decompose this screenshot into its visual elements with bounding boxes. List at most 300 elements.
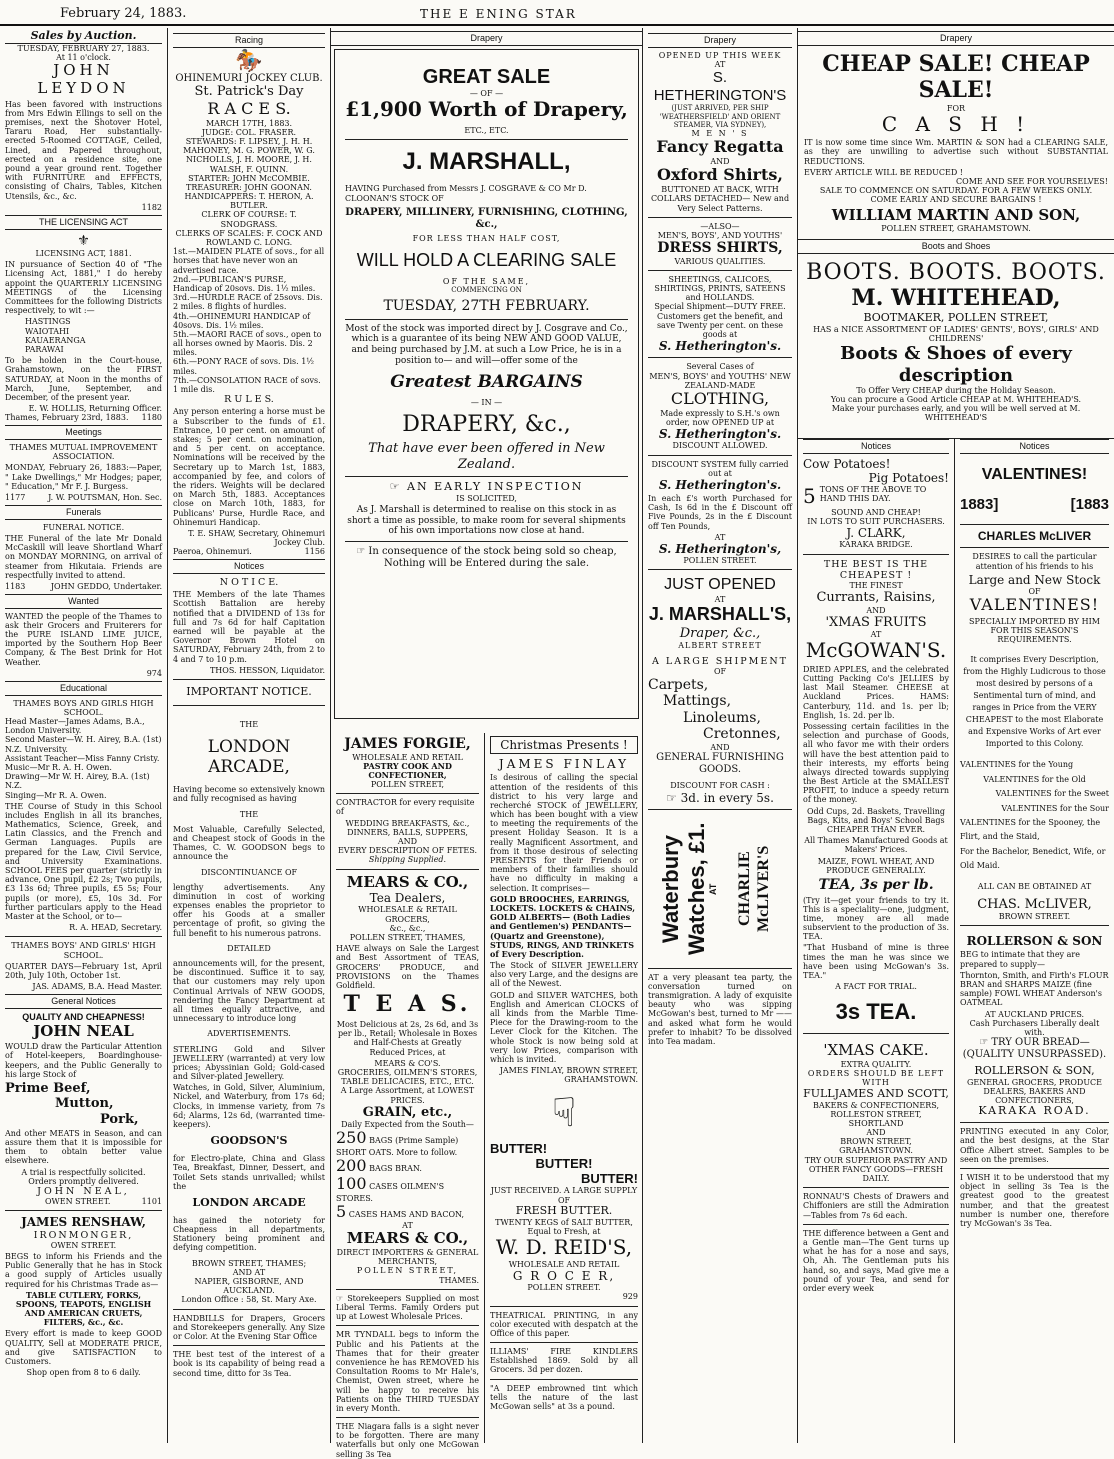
rollerson-name: ROLLERSON & SON — [966, 934, 1103, 949]
dress-shirts: DRESS SHIRTS, — [657, 240, 783, 257]
never-offered: That have ever been offered in New Zealand. — [368, 441, 605, 472]
of-label: OF — [1028, 586, 1041, 596]
finlay-name: JAMES FINLAY — [498, 757, 630, 772]
notices-right-heading: Notices — [960, 439, 1109, 454]
pointing-hand-icon: ☞ — [336, 1293, 348, 1303]
special-shipment: Special Shipment—DUTY FREE. — [654, 302, 786, 312]
quality-title: QUALITY AND CHEAPNESS! — [22, 1011, 145, 1022]
officials-list — [173, 128, 325, 247]
fact-for-trial: A FACT FOR TRIAL. — [835, 982, 917, 992]
offer-cheap: To Offer Very CHEAP during the Holiday Season. — [856, 385, 1056, 395]
reid-trade: WHOLESALE AND RETAIL — [508, 1259, 620, 1269]
renshaw-name: JAMES RENSHAW, — [21, 1215, 146, 1230]
niagara: THE Niagara falls is a sight never to be forgotten. There are many waterfalls but only one McGowan selling 3s Tea — [336, 1422, 479, 1459]
whitehead-ad — [798, 257, 1114, 425]
london-office: London Office : 58, St. Mary Axe. — [181, 1295, 317, 1305]
mears-street: POLLEN STREET, THAMES, — [349, 932, 466, 942]
auckland-prices: AT AUCKLAND PRICES. — [984, 1009, 1085, 1019]
gent-difference: THE difference between a Gent and a Gentle man—The Gent turns up what he has for a nose and says, Oh, Ah. The Gentleman puts his hand, so, and says, Mad give me a pound of your Tea, and send for order every week — [803, 1228, 949, 1293]
also-label: —ALSO— — [700, 221, 740, 231]
consequence-line — [345, 546, 628, 570]
great-sale-title: GREAT SALE — [422, 65, 551, 88]
of-label: — OF — — [469, 89, 504, 99]
grain-desc: CASES HAMS AND BACON, — [348, 1209, 465, 1219]
marshall-name: J. MARSHALL, — [402, 148, 571, 176]
and-label: AND — [397, 837, 418, 847]
threepence-line — [648, 791, 792, 805]
column-1 — [0, 28, 168, 1443]
general-notices-heading: General Notices — [5, 994, 162, 1009]
arcade-body: Having become so extensively known and fully recognised as having — [173, 785, 325, 804]
inspection-text: AN EARLY INSPECTION — [407, 480, 584, 494]
large-new-stock: Large and New Stock — [968, 572, 1101, 587]
albert-street: ALBERT STREET — [678, 640, 762, 650]
london-arcade-title: LONDON ARCADE, — [207, 737, 291, 778]
martin-cheap-sale-ad — [798, 49, 1114, 237]
desires: DESIRES to call the particular attention of his friends to his — [972, 552, 1097, 571]
cheap-sale-title: CHEAP SALE! CHEAP SALE! — [822, 50, 1090, 103]
chas-mcliver: CHAS. McLIVER, — [977, 896, 1092, 912]
event-item: 4th.—OHINEMURI HANDICAP of 40sovs. Dis. 1½ miles. — [173, 311, 311, 330]
finlay-silver: The Stock of SILVER JEWELLERY also very Large, and the designs are all of the Newest. — [490, 961, 638, 989]
same-label: OF THE SAME, — [442, 276, 531, 286]
divider — [648, 455, 792, 456]
forgie-name: JAMES FORGIE, — [344, 736, 471, 752]
mcliver-vertical: CHARLIE McLIVER'S — [736, 845, 772, 932]
notice-sign: THOS. HESSON, Liquidator. — [209, 665, 325, 675]
divider — [173, 705, 325, 706]
grain-qty: 100 — [336, 1174, 367, 1194]
divider — [960, 925, 1109, 926]
waterbury-ad — [648, 814, 792, 964]
school-sign: R. A. HEAD, Secretary. — [69, 923, 162, 933]
odd-cups: Odd Cups, 2d. Baskets, Travelling Bags, Kits, and Boys' School Bags CHEAPER THAN EVER. — [806, 806, 946, 835]
rules-sign: T. E. SHAW, Secretary, Ohinemuri Jockey Club. — [188, 528, 325, 548]
try-bread: TRY OUR BREAD— (QUALITY UNSURPASSED). — [962, 1037, 1107, 1060]
storekeepers — [336, 1294, 479, 1322]
mutual-sign: J. W. POUTSMAN, Hon. Sec. — [48, 493, 162, 503]
district-list — [5, 317, 162, 354]
less-than-half: FOR LESS THAN HALF COST, — [412, 234, 561, 244]
event-item: 7th.—CONSOLATION RACE of sovs. 1 mile dis. — [173, 375, 321, 395]
forgie-trade: WHOLESALE AND RETAIL — [352, 752, 463, 762]
procure: You can procure a Good Article CHEAP at M. WHITEHEAD'S. — [830, 395, 1082, 404]
karaka-road: KARAKA ROAD. — [978, 1104, 1091, 1118]
watches-body: Watches, in Gold, Silver, Aluminium, Nickel, and Waterbury, from 17s 6d; Clocks, in immense variety, from 7s 6d; Alarms, 12s 6d, (warranted time-keepers). — [173, 1083, 325, 1129]
general-grocers: GENERAL GROCERS, PRODUCE DEALERS, BAKERS AND CONFECTIONERS, — [966, 1077, 1103, 1106]
come-and-see: COME AND SEE FOR YOURSELVES! — [956, 177, 1108, 187]
finest-label: THE FINEST — [849, 581, 903, 591]
meat-item: Mutton, — [55, 1096, 114, 1112]
mutual-sign-line — [5, 493, 162, 502]
divider — [803, 554, 949, 555]
brown-street: BROWN STREET, GRAHAMSTOWN. — [839, 1137, 913, 1156]
twenty-kegs: TWENTY KEGS of SALT BUTTER, Equal to Fresh, at — [495, 1217, 633, 1237]
best-cheapest: THE BEST IS THE CHEAPEST ! — [823, 558, 929, 581]
finlay-reid-column — [485, 733, 643, 1443]
divider — [345, 319, 628, 320]
staff-item: Music—Mr R. A. H. Owen. — [5, 762, 112, 772]
bakers: BAKERS & CONFECTIONERS, — [812, 1100, 940, 1110]
tuesday-date: TUESDAY, 27TH FEBRUARY. — [383, 298, 590, 315]
xmas-fruits: 'XMAS FRUITS — [825, 614, 927, 630]
opened-up: OPENED UP THIS WEEK — [658, 50, 782, 60]
the-label-2: THE — [239, 809, 259, 819]
finlay-watches: GOLD and SILVER WATCHES, both English and American CLOCKS of all kinds from the Marble Time-Piece for the Drawing-room to the Lever Clock for the Kitchen. The whole Stock is now being sold at very low Prices, comparison with which is invited. — [490, 990, 638, 1064]
purchased-body: HAVING Purchased from Messrs J. COSGRAVE & CO Mr D. CLOONAN'S STOCK OF — [345, 184, 587, 203]
event-item: 1st.—MAIDEN PLATE of sovs., for all horses that have never won an advertised race. — [173, 247, 325, 275]
cash-purchasers: Cash Purchasers Liberally dealt with. — [969, 1018, 1100, 1037]
divider — [336, 869, 479, 870]
column-2 — [168, 28, 331, 1443]
fulljames-name: FULLJAMES AND SCOTT, — [803, 1086, 949, 1100]
mattings: Mattings, — [663, 693, 732, 710]
masthead — [0, 0, 1114, 26]
draper-label: Draper, &c., — [679, 625, 761, 641]
neal-number: 1101 — [141, 1197, 162, 1207]
assortment: A Large Assortment, at LOWEST PRICES. — [340, 1086, 475, 1105]
inspection-line — [345, 481, 628, 494]
valentine-line: VALENTINES for the Young — [960, 760, 1074, 770]
divider — [960, 547, 1109, 548]
rules-place: Paeroa, Ohinemuri. — [173, 547, 252, 557]
threepence: 3d. in every 5s. — [680, 790, 774, 805]
staff-item: Second Master—W. H. Airey, B.A. (1st) N.Z. University. — [5, 735, 162, 754]
divider — [345, 139, 628, 140]
at-label-2: AT — [714, 532, 726, 542]
boots-title: BOOTS. BOOTS. BOOTS. — [806, 260, 1106, 286]
and-label: AND — [866, 605, 886, 615]
rules-body: Any person entering a horse must be a Subscriber to the funds of £1. Entrance, 10 per cent. on amount of stakes; 5 per cent. on nomination, and 5 per cent. on acceptance. Nominations will be received by the Secretary up to March 1st, 1883, accompanied by fee, and colors of the riders. Weights will be declared on March 5th, 1883. Acceptances close on March 10th, 1883, for Publicans' Purse, Hurdle Race, and Ohinemuri Handicap. — [173, 407, 325, 527]
handbills: HANDBILLS for Drapers, Grocers and Storekeepers generally. Any Size or Color. At the Evening Star Office — [173, 1313, 325, 1341]
funerals-heading: Funerals — [5, 505, 162, 520]
official-item: JUDGE: COL. FRASER. — [201, 127, 297, 137]
just-opened: JUST OPENED — [664, 576, 776, 594]
marshalls-name: J. MARSHALL'S, — [648, 604, 792, 625]
hetherington-2: S. Hetherington's. — [658, 339, 782, 354]
hetherington-5: S. Hetherington's, — [658, 541, 782, 556]
detailed: DETAILED — [227, 943, 271, 953]
assortment: HAS a NICE ASSORTMENT OF LADIES' GENTS', BOYS', GIRLS' AND CHILDRENS' — [813, 324, 1099, 344]
reid-name: W. D. REID'S, — [495, 1235, 633, 1260]
pointing-hand-icon: ☞ — [979, 1037, 992, 1049]
christmas-presents: Christmas Presents ! — [490, 736, 638, 754]
funeral-body: THE Funeral of the late Mr Donald McCaskill will leave Shortland Wharf on MONDAY MORNING, on arrival of steamer from Hikutaia. Friends are respectfully invited to attend. — [5, 534, 162, 580]
marshall-great-sale-ad — [334, 49, 639, 719]
funeral-number: 1183 — [5, 581, 26, 591]
butter-2: BUTTER! — [535, 1155, 593, 1171]
drapery-heading-4: Drapery — [648, 33, 792, 48]
at-label: AT — [402, 1221, 413, 1231]
just-received: JUST RECEIVED. A LARGE SUPPLY OF — [490, 1186, 638, 1205]
staff-item: Assistant Teacher—Miss Fanny Cristy. — [5, 753, 160, 763]
official-item: STEWARDS: F. LIPSEY, J. H. H. MAHONEY, M. G. POWER, W. G. NICHOLLS, J. H. MOORE, J. H. WALSH, F. QUINN. — [183, 136, 315, 174]
contractor: CONTRACTOR for every requisite of — [336, 798, 475, 817]
clark-name: J. CLARK, — [846, 526, 906, 541]
divider — [5, 936, 162, 937]
address-2: NAPIER, GISBORNE, AND AUCKLAND. — [194, 1277, 304, 1296]
divider — [336, 793, 479, 794]
hetherington-4: S. Hetherington's. — [658, 477, 782, 492]
printing: PRINTING executed in any Color, and the best designs, at the Star Office Albert street. Samples to be seen on the premises. — [960, 1127, 1109, 1164]
grain-item — [336, 1203, 479, 1221]
divider — [490, 1342, 638, 1343]
notices-heading: Notices — [173, 559, 325, 574]
oxford-shirts: Oxford Shirts, — [657, 165, 783, 185]
the-label: THE — [239, 719, 259, 729]
rollerson-name-2: ROLLERSON & SON, — [974, 1063, 1095, 1077]
meat-list — [5, 1081, 162, 1127]
grain-qty: 5 — [336, 1201, 347, 1221]
theatrical: THEATRICAL PRINTING, in any color executed with despatch at the Office of this paper. — [490, 1310, 638, 1338]
xmas-cake-title: 'XMAS CAKE. — [823, 1041, 929, 1060]
cow-potatoes: Cow Potatoes! — [803, 456, 891, 471]
divider — [173, 1309, 325, 1310]
divider — [960, 1168, 1109, 1169]
school-title: THAMES BOYS AND GIRLS HIGH SCHOOL. — [13, 698, 154, 717]
events-list — [173, 247, 325, 394]
several-cases: Several Cases of — [686, 362, 754, 372]
bottom-note: THE best test of the interest of a book is its capability of being read a second time, ditto for 3s Tea. — [173, 1350, 325, 1378]
butter-1: BUTTER! — [490, 1140, 548, 1156]
threes-tea: 3s TEA. — [835, 999, 917, 1025]
bread-line — [960, 1037, 1109, 1061]
notices-left-column — [798, 438, 955, 1443]
teas-title: T E A S. — [343, 991, 472, 1018]
discontinuance: DISCONTINUANCE OF — [200, 867, 298, 877]
grain-qty: 200 — [336, 1155, 367, 1175]
of-label: OF — [713, 667, 727, 677]
pointing-hand-icon: ☞ — [356, 546, 369, 558]
ronnaus: RONNAU'S Chests of Drawers and Chiffoniers are still the Admiration—Tables from 7s 6d each. — [803, 1192, 949, 1220]
orders-left: ORDERS SHOULD BE LEFT WITH — [807, 1069, 945, 1088]
meat-item: Prime Beef, — [5, 1080, 91, 1096]
neal-street: OWEN STREET. — [45, 1197, 111, 1207]
official-item: CLERK OF COURSE: T. SNODGRASS. — [201, 210, 297, 229]
valentine-line: VALENTINES for the Spooney, the Flirt, and the Staid, — [960, 818, 1101, 842]
issue-date: February 24, 1883. — [60, 6, 187, 21]
horse-race-icon: 🏇 — [235, 48, 263, 74]
licensing-body: IN pursuance of Section 40 of "The Licensing Act, 1881," I do hereby appoint the QUARTERLY LICENSING MEETINGS of the Licensing Committees for the following Districts respectively, to wit :— — [5, 260, 162, 316]
divider — [490, 1306, 638, 1307]
grain-desc: BAGS (Prime Sample) SHORT OATS. More to follow. — [336, 1136, 459, 1157]
customers-benefit: Customers get the benefit, and save Twenty per cent. on these goods at — [656, 311, 784, 339]
drapery-title: DRAPERY, &c., — [402, 411, 571, 437]
consequence-text: In consequence of the stock being sold so cheap, Nothing will be Entered during the sale. — [368, 546, 617, 569]
advertisements-label: ADVERTISEMENTS. — [207, 1029, 291, 1039]
crest-icon: ⚜ — [77, 232, 90, 249]
pointing-hand-icon: ☞ — [666, 790, 681, 805]
sheetings: SHEETINGS, CALICOES, SHIRTINGS, PRINTS, SATEENS and HOLLANDS. — [654, 274, 786, 303]
school-body: THE Course of Study in this School includes English in all its branches, Mathematics, Science, Greek, and Latin Classics, and the French and German Languages. Pupils are prepared for the Law, Civil Service, and University Examinations. SCHOOL FEES per quarter (strictly in advance, One pupil, £2 2s; Two pupils, £3 13s 6d; Three pupils, £5 5s; Four pupils (or more), £5, 10s 3d. For further particulars apply to the Head Master at the School, or to— — [5, 801, 162, 921]
notices-left-heading: Notices — [803, 439, 949, 454]
valentine-lines — [960, 758, 1109, 873]
auction-time: At 11 o'clock. — [56, 53, 111, 63]
divider — [648, 968, 792, 969]
grain-item — [336, 1157, 479, 1175]
every-article: EVERY ARTICLE WILL BE REDUCED ! — [804, 167, 963, 177]
hetherington-3: S. Hetherington's. — [658, 427, 782, 442]
chas-street: BROWN STREET. — [998, 912, 1071, 922]
tons-qty: 5 — [803, 483, 816, 508]
licensing-heading: THE LICENSING ACT — [5, 215, 162, 230]
pointing-hand-icon: ☞ — [389, 480, 407, 494]
daily-expected: Daily Expected from the South— — [341, 1120, 474, 1130]
event-item: 6th.—PONY RACE of sovs. Dis. 1½ miles. — [173, 357, 315, 376]
divider — [173, 679, 325, 680]
neal-sign: JOHN NEAL, — [37, 1186, 130, 1198]
tea-party: AT a very pleasant tea party, the conversation turned on transmigration. A lady of exquisite beauty who was sipping McGowan's best, turned to Mr —— and asked what form he would prefer to inhabit? To be dissolved into Tea madam. — [648, 972, 792, 1047]
staff-item: Drawing—Mr W. H. Airey, B.A. (1st) N.Z. — [5, 772, 150, 791]
mutual-number: 1177 — [5, 493, 26, 503]
wedding: WEDDING BREAKFASTS, &c., DINNERS, BALLS, SUPPERS, — [345, 818, 470, 837]
forgie-trade-2: PASTRY COOK AND CONFECTIONER, — [363, 760, 452, 780]
neal-tail: And other MEATS in Season, and can assure them that it is impossible for them to obtain better value elsewhere. — [5, 1128, 162, 1166]
important-notice: IMPORTANT NOTICE. — [186, 684, 312, 698]
for-label: FOR — [946, 103, 966, 113]
column-5 — [798, 28, 1114, 1443]
address-1: BROWN STREET, THAMES; — [191, 1258, 307, 1268]
butter-3: BUTTER! — [580, 1171, 638, 1187]
etc-label: ETC., ETC. — [464, 125, 509, 135]
wanted-body: WANTED the people of the Thames to ask their Grocers and Fruiterers for the PURE ISLAND LIME JUICE, imported by the Southern Hop Beer Company, & The Best Drink for Hot Weather. — [5, 611, 162, 667]
most-stock-body: Most of the stock was imported direct by J. Cosgrave and Co., which is a guarantee of its being NEW AND GOOD VALUE, and being purchased by J.M. at such a Low Price, he is in a position to— and will—offer some of the — [345, 323, 628, 366]
illiams: ILLIAMS' FIRE KINDLERS Established 1869. Sold by all Grocers. 3d per dozen. — [490, 1347, 638, 1375]
notices-right-column — [955, 438, 1114, 1443]
dried-apples: DRIED APPLES, and the celebrated Cutting Packing Co's JELLIES by last Mail Steamer. CHEESE at Auckland Prices. HAMS: Canterbury, 11d. and 1s. per lb; English, 1s. 2d. per lb. — [803, 664, 949, 720]
manufactured-goods: All Thames Manufactured Goods at Makers' Prices. — [804, 836, 948, 855]
funeral-title: FUNERAL NOTICE. — [42, 522, 125, 532]
grocer-label: G R O C E R, — [512, 1268, 616, 1283]
grain-title: GRAIN, etc., — [362, 1104, 453, 1120]
tyndall: MR TYNDALL begs to inform the Public and his Patients at the Thames that for their greater convenience he has REMOVED his Consultation Rooms to Mr Hale's, Chemist, Owen street, where he will be happy to receive his Patients on the THIRD TUESDAY in every Month. — [336, 1330, 479, 1413]
discount-system: DISCOUNT SYSTEM fully carried out at — [651, 459, 789, 478]
notice-title: N O T I C E. — [219, 577, 279, 589]
sale-commence: SALE TO COMMENCE ON SATURDAY. FOR A FEW WEEKS ONLY. — [819, 186, 1093, 196]
divider — [345, 541, 628, 542]
rules-place-line — [173, 547, 325, 556]
divider — [648, 270, 792, 271]
divider — [960, 1122, 1109, 1123]
tons-text: TONS OF THE ABOVE TO HAND THIS DAY. — [819, 484, 927, 504]
various-qualities: VARIOUS QUALITIES. — [674, 256, 766, 266]
mutual-body: MONDAY, February 26, 1883:—Paper, " Lake Dwellings," Mr Hodges; paper, " Education," Mr F. J. Burgess. — [5, 463, 162, 491]
valentine-line: VALENTINES for the Old — [983, 774, 1086, 784]
divider — [490, 1379, 638, 1380]
year-left: 1883] — [960, 496, 999, 514]
event-item: 3rd.—HURDLE RACE of 25sovs. Dis. 2 miles. 8 flights of hurdles. — [173, 293, 323, 312]
drapery-heading-5: Drapery — [798, 31, 1114, 46]
thames-label: THAMES. — [439, 1275, 479, 1285]
divider — [5, 1210, 162, 1211]
valentine-line: VALENTINES for the Sour — [1001, 803, 1109, 813]
and-label-2: AND — [866, 1128, 886, 1138]
column-4 — [643, 28, 798, 1443]
try-it: (Try it—get your friends to try it. This is a speciality—one, judgment, time, money are all made subservient to the production of 3s. TEA. — [803, 895, 949, 942]
solicited-label: IS SOLICITED, — [456, 494, 517, 504]
mears-name: MEARS & CO., — [346, 872, 469, 891]
finlay-sign: JAMES FINLAY, BROWN STREET, GRAHAMSTOWN. — [499, 1066, 638, 1085]
pollen-street: POLLEN STREET. — [683, 556, 757, 566]
divider — [336, 1417, 479, 1418]
auctioneer-name: JOHN LEYDON — [37, 61, 130, 98]
and-label-2: AND — [710, 742, 730, 752]
buttoned: BUTTONED AT BACK, WITH COLLARS DETACHED— New and Very Select Patterns. — [650, 185, 790, 213]
year-right: [1883 — [1070, 496, 1109, 514]
direct-importers: DIRECT IMPORTERS & GENERAL MERCHANTS, — [336, 1248, 479, 1267]
hetherington-name: S. HETHERINGTON'S — [653, 68, 787, 104]
stock-types: DRAPERY, MILLINERY, FURNISHING, CLOTHING, &c., — [345, 206, 628, 230]
wanted-heading: Wanted — [5, 594, 162, 609]
neal-street-line — [5, 1197, 162, 1206]
mens-boys: MEN'S, BOYS', AND YOUTHS' — [657, 230, 783, 240]
event-item: 2nd.—PUBLICAN'S PURSE, Handicap of 20sovs. Dis. 1½ miles. — [173, 274, 316, 293]
grain-item — [336, 1175, 479, 1203]
mcgowans-name: McGOWAN'S. — [805, 638, 947, 663]
specially-imported: SPECIALLY IMPORTED BY HIM FOR THIS SEASON'S REQUIREMENTS. — [969, 616, 1100, 645]
fetes: EVERY DESCRIPTION OF FETES. — [337, 846, 478, 856]
divider — [648, 217, 792, 218]
year-line — [960, 496, 1109, 514]
staff-list — [5, 717, 162, 800]
bootmaker: BOOTMAKER, POLLEN STREET, — [863, 311, 1049, 324]
comprises: It comprises Every Description, from the Highly Ludicrous to those most desired by persons of a Sentimental turn of mind, and ranges in Price from the VERY CHEAPEST to the most Elaborate and Expensive Works of Art ever Imported to this Colony. — [963, 655, 1106, 749]
renshaw-list: TABLE CUTLERY, FORKS, SPOONS, TEAPOTS, ENGLISH AND AMERICAN CRUETS, FILTERS, &c., &c. — [15, 1289, 152, 1328]
at-label-3: AT — [714, 595, 726, 605]
neal-name: JOHN NEAL — [33, 1021, 134, 1040]
licensing-tail: To be holden in the Court-house, Grahamstown, on the FIRST SATURDAY, at Noon in the months of March, June, September, and December, of the present year. — [5, 356, 162, 402]
divider — [173, 1345, 325, 1346]
licensing-date-line — [5, 413, 162, 422]
notice-body: THE Members of the late Thames Scottish Battalion are hereby notified that a DIVIDEND of 13s for full and 7s 6d for half Capitation earned will be payable at the Governor Brown Hotel on SATURDAY, February 24th, from 2 to 4 and 7 to 10 p.m. — [173, 590, 325, 664]
auction-body: Has been favored with instructions from Mrs Edwin Ellings to sell on the premises, next the Shotover Hotel, Tararu Road, Her substantially-erected 5-Roomed COTTAGE, Ceiled, Lined, and Papered throughout, erected on a residence site, one pound a year ground rent. Together with FURNITURE and EFFECTS, consisting of Chairs, Tables, Kitchen Utensils, &c., &c. — [5, 99, 162, 201]
funeral-sign: JOHN GEDDO, Undertaker. — [50, 581, 162, 591]
at-label: AT — [714, 59, 726, 69]
address-and: AND AT — [232, 1267, 266, 1277]
divider — [803, 1033, 949, 1034]
arcade-2-title: LONDON ARCADE — [192, 1195, 306, 1209]
amp-label: &c., &c., — [389, 923, 426, 933]
mcliver-name: CHARLES McLIVER — [977, 529, 1092, 544]
renshaw-tail: Every effort is made to keep GOOD QUALITY, Sell at MODERATE PRICE, and give SATISFACTION to Customers. — [5, 1329, 162, 1367]
renshaw-street: OWEN STREET. — [50, 1240, 117, 1250]
district-item: HASTINGS — [25, 317, 71, 327]
mears-name-2: MEARS & CO., — [346, 1229, 469, 1248]
divider — [803, 1187, 949, 1188]
goodsons-title: GOODSON'S — [210, 1134, 288, 1148]
shipping: Shipping Supplied. — [368, 855, 447, 865]
martin-street: POLLEN STREET, GRAHAMSTOWN. — [881, 224, 1031, 234]
valentines-title: VALENTINES! — [981, 465, 1088, 483]
karaka-bridge: KARAKA BRIDGE. — [839, 540, 913, 550]
in-label: — IN — — [470, 398, 503, 408]
husband: "That Husband of mine is three times the man he was since we have been using McGowan's 3s. TEA." — [803, 943, 949, 980]
rules-heading: R U L E S. — [224, 394, 274, 406]
wanted-number: 974 — [146, 668, 162, 678]
divider — [336, 1289, 479, 1290]
superior-pastry: TRY OUR SUPERIOR PASTRY AND OTHER FANCY GOODS—FRESH DAILY. — [804, 1155, 948, 1184]
have-body: HAVE always on Sale the Largest and Best Assortment of TEAS, GROCERS' PRODUCE, and PROVISIONS on the Thames Goldfield. — [336, 944, 479, 990]
district-item: KAUAERANGA — [25, 335, 86, 345]
arcade-body-2: Most Valuable, Carefully Selected, and Cheapest stock of Goods in the Thames, C. W. GOODSON begs to announce the — [173, 824, 325, 862]
grain-desc: BAGS BRAN. — [369, 1163, 422, 1173]
at-label: AT — [870, 630, 882, 640]
divider — [648, 357, 792, 358]
large-shipment: A LARGE SHIPMENT — [652, 656, 788, 668]
waterbury-title: Waterbury Watches, £1. — [658, 822, 709, 955]
licensing-date: Thames, February 23rd, 1883. — [5, 413, 129, 423]
auction-heading: Sales by Auction. — [5, 30, 162, 44]
